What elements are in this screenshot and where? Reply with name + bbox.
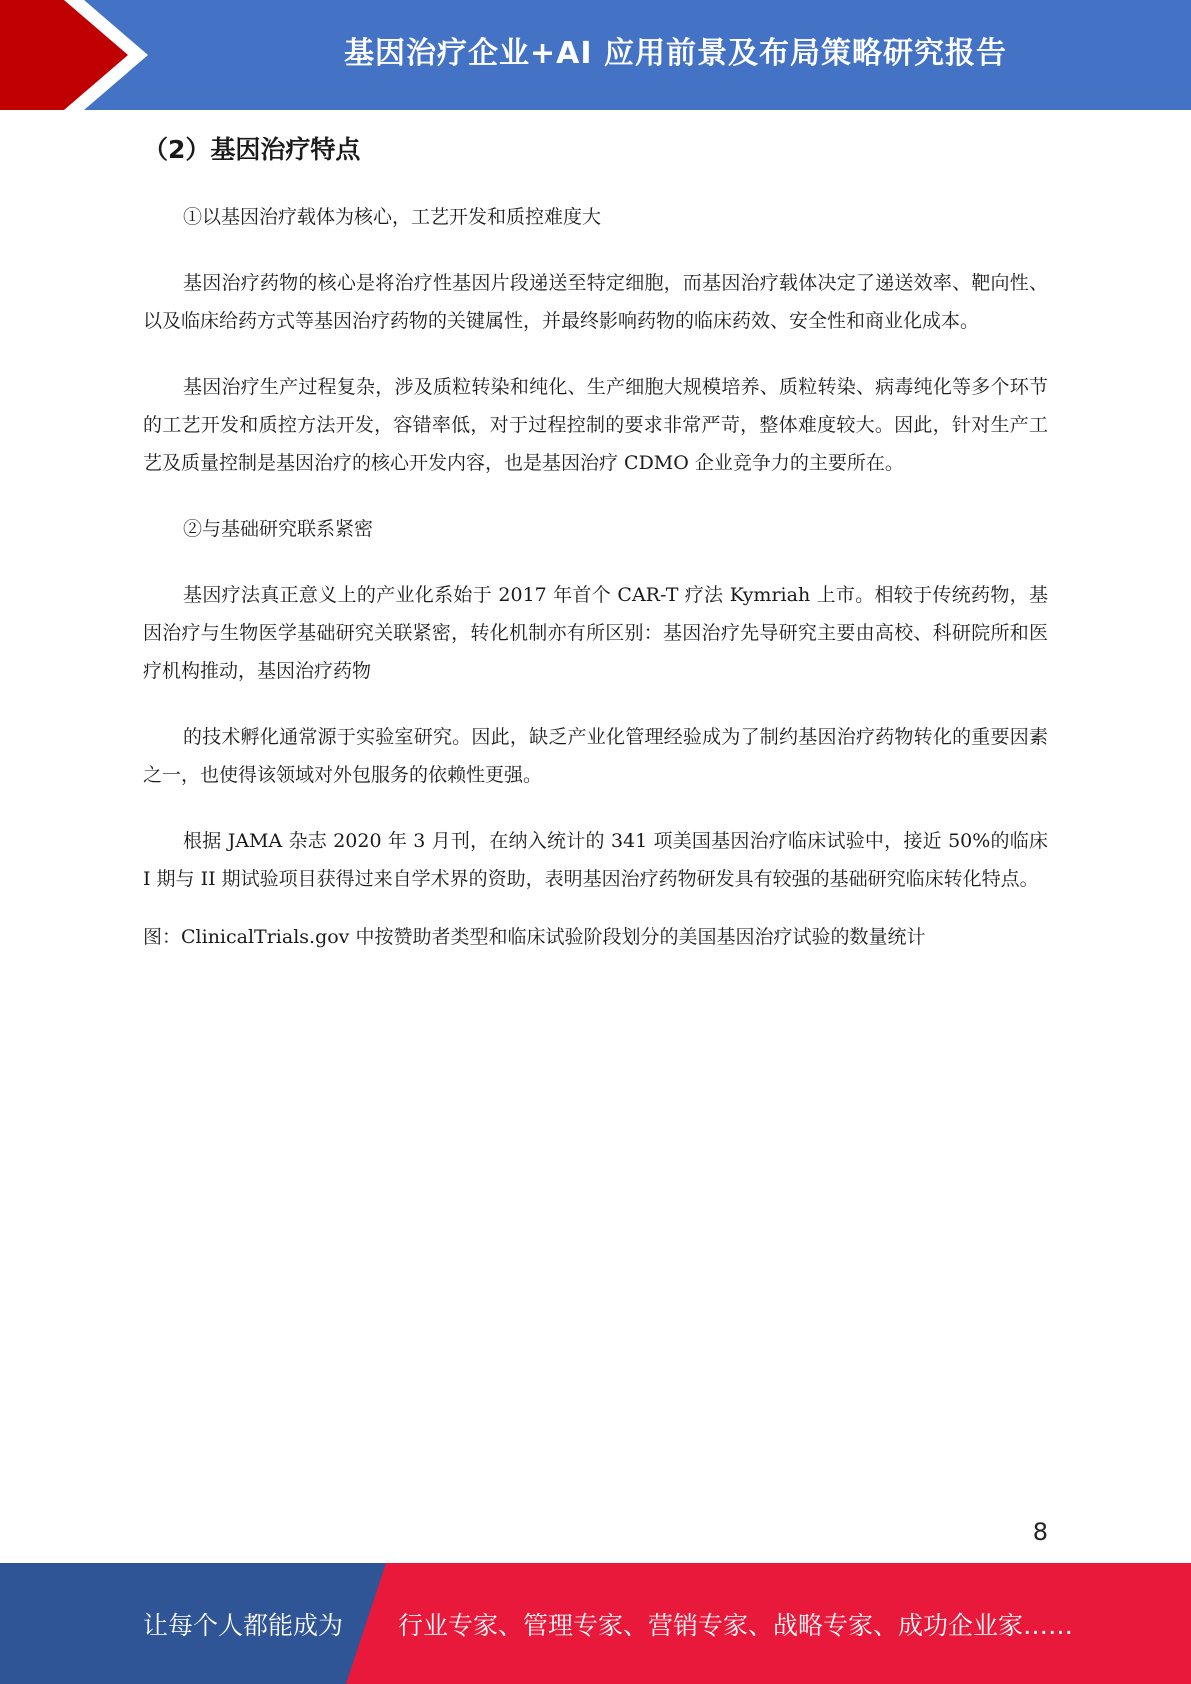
header-chevron-icon (0, 0, 160, 110)
figure-caption: 图：ClinicalTrials.gov 中按赞助者类型和临床试验阶段划分的美国基因治疗试验的数量统计 (143, 926, 926, 948)
page-footer (0, 1563, 1191, 1684)
footer-slogan-right: 行业专家、管理专家、营销专家、战略专家、成功企业家…… (398, 1610, 1074, 1640)
paragraph-4: 的技术孵化通常源于实验室研究。因此，缺乏产业化管理经验成为了制约基因治疗药物转化的重要因素之一，也使得该领域对外包服务的依赖性更强。 (143, 726, 1048, 786)
document-body (143, 128, 1048, 956)
paragraph-5: 根据 JAMA 杂志 2020 年 3 月刊，在纳入统计的 341 项美国基因治疗临床试验中，接近 50%的临床 I 期与 II 期试验项目获得过来自学术界的资助，表明基因治疗药物研发具有较强的基础研究临床转化特点。 (143, 830, 1048, 890)
section-title: （2）基因治疗特点 (143, 135, 361, 164)
footer-slogan-left: 让每个人都能成为 (143, 1610, 344, 1640)
report-title: 基因治疗企业+AI 应用前景及布局策略研究报告 (344, 36, 1007, 71)
paragraph-3: 基因疗法真正意义上的产业化系始于 2017 年首个 CAR-T 疗法 Kymriah 上市。相较于传统药物，基因治疗与生物医学基础研究关联紧密，转化机制亦有所区别：基因治疗先导研究主要由高校、科研院所和医疗机构推动，基因治疗药物 (143, 584, 1048, 682)
subhead-one: ①以基因治疗载体为核心，工艺开发和质控难度大 (183, 206, 602, 228)
page-header (0, 0, 1191, 110)
subhead-two: ②与基础研究联系紧密 (183, 518, 374, 540)
page-number: 8 (1032, 1518, 1048, 1546)
paragraph-1: 基因治疗药物的核心是将治疗性基因片段递送至特定细胞，而基因治疗载体决定了递送效率、靶向性、以及临床给药方式等基因治疗药物的关键属性，并最终影响药物的临床药效、安全性和商业化成本。 (143, 272, 1048, 332)
paragraph-2: 基因治疗生产过程复杂，涉及质粒转染和纯化、生产细胞大规模培养、质粒转染、病毒纯化等多个环节的工艺开发和质控方法开发，容错率低，对于过程控制的要求非常严苛，整体难度较大。因此，针对生产工艺及质量控制是基因治疗的核心开发内容，也是基因治疗 CDMO 企业竞争力的主要所在。 (143, 376, 1048, 474)
